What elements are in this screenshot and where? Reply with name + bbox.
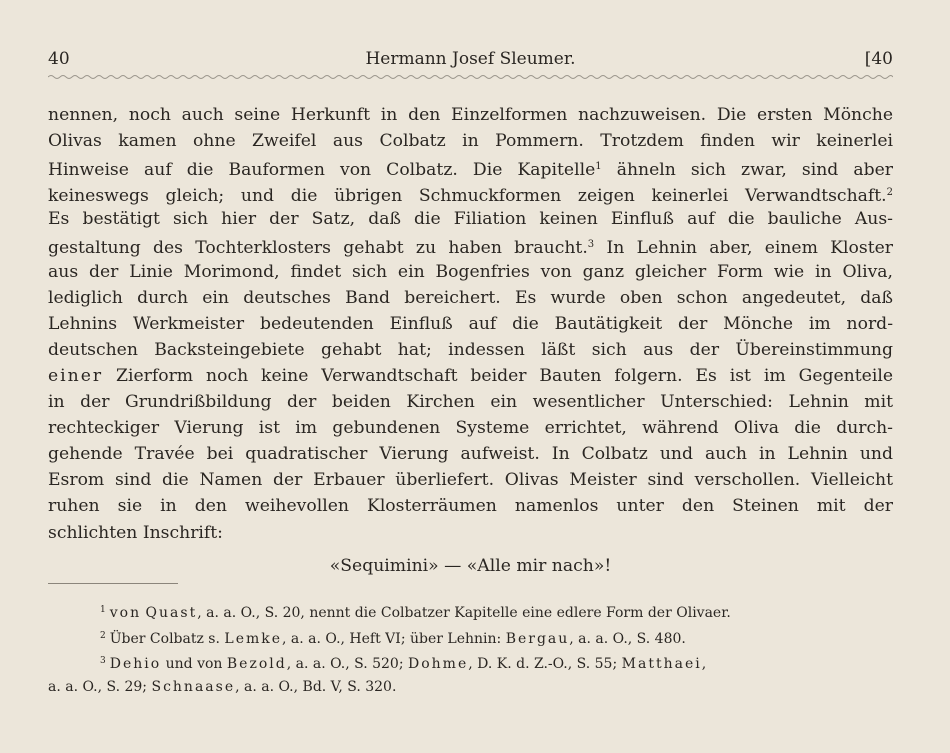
text-line: Lehnins Werkmeister bedeutenden Einfluß auf die Bautätigkeit der Mönche im nord- [48, 313, 893, 334]
running-header [48, 49, 893, 73]
text-run: von [109, 605, 142, 621]
author-name: Dehio [109, 656, 162, 672]
text-run: , [701, 656, 707, 672]
text-line: lediglich durch ein deutsches Band bereichert. Es wurde oben schon angedeutet, daß [48, 287, 893, 308]
footnote-3 [48, 650, 893, 676]
text-run: keineswegs gleich; und die übrigen Schmuckformen zeigen keinerlei Verwandtschaft. [48, 186, 887, 207]
author-name: Quast [145, 605, 198, 621]
footnote-3-cont [48, 676, 893, 699]
main-text [48, 102, 893, 546]
text-run: , a. a. O., S. 20, nennt die Colbatzer Kapitelle eine edlere Form der Olivaer. [197, 605, 731, 621]
text-run: gestaltung des Tochterklosters gehabt zu haben braucht. [48, 238, 588, 259]
author-name: Dohme [408, 656, 469, 672]
footnote-1 [48, 599, 893, 625]
text-line: aus der Linie Morimond, findet sich ein Bogenfries von ganz gleicher Form wie in Oliva, [48, 261, 893, 282]
text-run: In Lehnin aber, einem Kloster [594, 238, 893, 259]
text-line [48, 154, 893, 180]
author-name: Schnaase [151, 678, 236, 695]
footnote-number: 2 [100, 630, 106, 641]
author-name: Bezold [226, 656, 287, 672]
running-head-author: Hermann Josef Sleumer. [365, 49, 576, 69]
text-run: , a. a. O., Heft VI; über Lehnin: [282, 630, 506, 647]
page-number-right: [40 [864, 49, 893, 69]
author-name: Bergau [505, 630, 570, 647]
closing-quote: «Sequimini» — «Alle mir nach»! [329, 556, 612, 576]
author-name: Matthaei [621, 656, 702, 672]
author-name: Lemke [224, 630, 283, 647]
text-run: Zierform noch keine Verwandtschaft beider Bauten folgern. Es ist im Gegenteile [103, 365, 893, 386]
text-run: Hinweise auf die Bauformen von Colbatz. Die Kapitelle [48, 160, 596, 181]
text-line: schlichten Inschrift: [48, 522, 223, 543]
text-line: nennen, noch auch seine Herkunft in den Einzelformen nachzuweisen. Die ersten Mönche [48, 105, 893, 125]
footnote-number: 3 [100, 656, 106, 666]
text-line: rechteckiger Vierung ist im gebundenen Systeme errichtet, während Oliva die durch- [48, 418, 893, 439]
text-run: , a. a. O., Bd. V, S. 320. [235, 678, 397, 695]
text-line: Es bestätigt sich hier der Satz, daß die Filiation keinen Einfluß auf die bauliche Aus- [48, 209, 893, 230]
text-line [48, 363, 893, 389]
text-run: , a. a. O., S. 520; [286, 656, 408, 672]
footnote-2 [48, 625, 893, 651]
footnote-ref[interactable]: 1 [595, 161, 602, 173]
text-run: a. a. O., S. 29; [48, 678, 152, 695]
text-run: , a. a. O., S. 480. [569, 630, 686, 647]
text-line: ruhen sie in den weihevollen Klosterräumen namenlos unter den Steinen mit der [48, 496, 893, 517]
page-number-left: 40 [48, 49, 70, 69]
text-run: ähneln sich zwar, sind aber [601, 160, 893, 181]
footnote-ref[interactable]: 3 [587, 239, 595, 251]
text-run: Über Colbatz s. [109, 630, 225, 647]
header-wavy-rule [48, 72, 893, 82]
text-line: deutschen Backsteingebiete gehabt hat; indessen läßt sich aus der Übereinstimmung [48, 339, 893, 360]
text-run: und von [161, 656, 227, 672]
footnote-ref[interactable]: 2 [886, 187, 893, 199]
footnote-number: 1 [100, 605, 106, 615]
text-run: , D. K. d. Z.-O., S. 55; [468, 656, 622, 672]
text-line [48, 232, 893, 258]
footnotes [48, 599, 893, 698]
text-line: in der Grundrißbildung der beiden Kirchen ein wesentlicher Unterschied: Lehnin mit [48, 392, 893, 413]
text-line: gehende Travée bei quadratischer Vierung aufweist. In Colbatz und auch in Lehnin und [48, 444, 893, 465]
footnote-separator [48, 583, 178, 584]
text-line [48, 180, 893, 206]
text-line: Esrom sind die Namen der Erbauer überliefert. Olivas Meister sind verschollen. Vielleicht [48, 470, 893, 491]
text-line: Olivas kamen ohne Zweifel aus Colbatz in Pommern. Trotzdem finden wir keinerlei [48, 131, 893, 152]
emphasis-spaced: einer [48, 365, 104, 386]
